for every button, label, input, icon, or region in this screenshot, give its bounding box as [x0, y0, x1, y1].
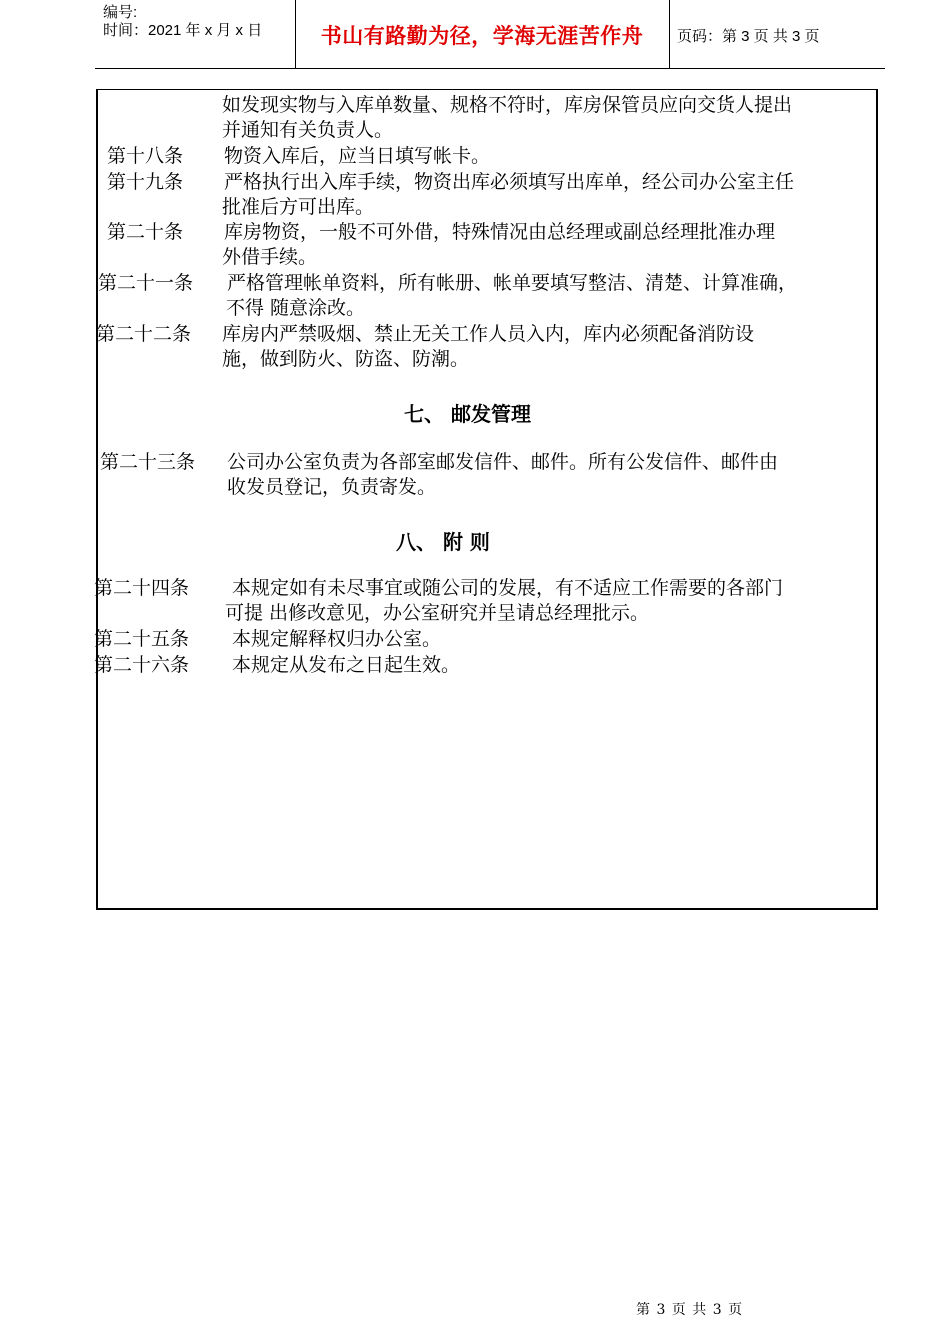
article-line: 本规定从发布之日起生效。: [232, 654, 461, 676]
section-title: 八、 附 则: [396, 530, 490, 554]
article-line: 不得 随意涂改。: [226, 297, 366, 319]
article-number: 第二十五条: [94, 628, 190, 650]
article-line: 本规定如有未尽事宜或随公司的发展，有不适应工作需要的各部门: [232, 577, 784, 599]
code-label: 编号:: [103, 4, 138, 21]
article-line: 库房物资，一般不可外借，特殊情况由总经理或副总经理批准办理: [224, 221, 776, 243]
page-footer: 第 3 页 共 3 页: [636, 1302, 744, 1318]
article-line: 物资入库后，应当日填写帐卡。: [224, 145, 491, 167]
article-line: 公司办公室负责为各部室邮发信件、邮件。所有公发信件、邮件由: [227, 451, 779, 473]
article-line: 施，做到防火、防盗、防潮。: [222, 348, 470, 370]
article-number: 第二十四条: [94, 577, 190, 599]
article-number: 第二十二条: [96, 323, 192, 345]
article-line: 库房内严禁吸烟、禁止无关工作人员入内，库内必须配备消防设: [222, 323, 755, 345]
article-line: 如发现实物与入库单数量、规格不符时，库房保管员应向交货人提出: [222, 94, 793, 116]
page-header: [95, 0, 885, 69]
article-line: 本规定解释权归办公室。: [232, 628, 442, 650]
header-page-info: 页码：第 3 页 共 3 页: [677, 28, 820, 45]
article-number: 第二十一条: [98, 272, 194, 294]
article-line: 批准后方可出库。: [222, 196, 375, 218]
article-line: 收发员登记，负责寄发。: [227, 476, 437, 498]
article-line: 可提 出修改意见，办公室研究并呈请总经理批示。: [225, 602, 650, 624]
content-frame: [96, 89, 878, 910]
article-line: 严格执行出入库手续，物资出库必须填写出库单，经公司办公室主任: [224, 171, 795, 193]
article-number: 第二十三条: [100, 451, 196, 473]
article-line: 并通知有关负责人。: [222, 119, 394, 141]
article-number: 第二十六条: [94, 654, 190, 676]
article-line: 外借手续。: [222, 246, 318, 268]
article-number: 第十九条: [107, 171, 184, 193]
header-divider: [669, 0, 670, 68]
article-number: 第二十条: [107, 221, 184, 243]
section-title: 七、 邮发管理: [404, 402, 531, 426]
time-line: 时间：2021 年 x 月 x 日: [103, 22, 263, 39]
header-motto: 书山有路勤为径，学海无涯苦作舟: [320, 24, 644, 48]
header-meta: [103, 4, 293, 40]
article-number: 第十八条: [107, 145, 184, 167]
article-line: 严格管理帐单资料，所有帐册、帐单要填写整洁、清楚、计算准确，: [227, 272, 798, 294]
